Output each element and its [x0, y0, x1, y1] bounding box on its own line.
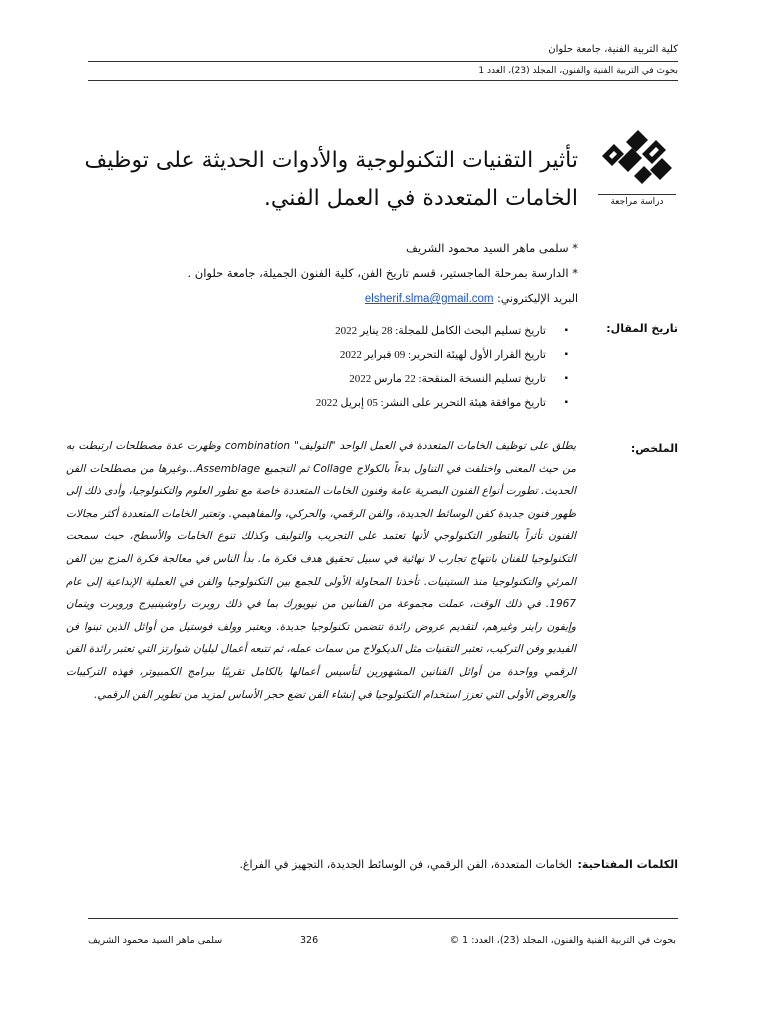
abstract-text: يطلق على توظيف الخامات المتعددة في العمل الواحد "التوليف" combination وظهرت عدة مصطلحات ارتبطت به من حيث المعنى واختلفت في التناول بدءاً بالكولاج Collage ثم التجميع Assemblage...وغيرها من مصطلحات الفن الحديث. تطورت أنواع الفنون البصرية عامة وفنون الخامات المتعددة خاصة مع تطور العلوم والتكنولوجيا، وأدى ذلك إلى ظهور فنون جديدة كفن الوسائط الجديدة، والفن الرقمي، والحركي، والمفاهيمي. وتعتبر الخامات المتعددة أكثر مجالات الفنون تأثراً بالتطور التكنولوجي لأنها تعتمد على التجريب والتوليف وكذلك تنوع الخامات والأسطح، حيث سمحت التكنولوجيا للفنان بانتهاج تجارب لا نهائية في سبيل تحقيق هدف فكرة ما. بدأ الناس في معالجة فكرة المزج بين الفن المرئي والتكنولوجيا منذ الستينيات. تأخذنا المحاولة الأولى للجمع بين التكنولوجيا والفن في العملية الإبداعية إلى عام 1967. في ذلك الوقت، عملت مجموعة من الفنانين من نيويورك بما في ذلك روبرت راوشينبيرج وروبرت ويتمان وإيفون راينر وغيرهم، لتقديم عروض رائدة تتضمن تكنولوجيا جديدة. ويعتبر وولف فوستيل من أوائل الذين تبنوا فن الفيديو وفن التركيب، تعتبر التقنيات مثل الديكولاج من سمات عمله، ثم تتبعه أعمال ليليان شوارتز التي تعتبر رائدة الفن الرقمي وواحدة من أوائل الفنانين المشهورين لتأسيس أعمالها بالكامل تقريبًا ببرامج الكمبيوتر، فهذه التركيبات والعروض الأولى التي تعزز استخدام التكنولوجيا في إنشاء الفن تضع حجر الأساس لمزيد من تطوير الفن الرقمي.	[66, 440, 576, 701]
header-institution: كلية التربية الفنية، جامعة حلوان	[548, 44, 678, 55]
badge-caption: دراسة مراجعة	[598, 194, 676, 207]
dates-list	[188, 319, 568, 415]
author-affiliation: * الدارسة بمرحلة الماجستير، قسم تاريخ الفن، كلية الفنون الجميلة، جامعة حلوان .	[187, 266, 578, 280]
footer-author: سلمى ماهر السيد محمود الشريف	[88, 935, 223, 946]
date-item: ▪ تاريخ تسليم البحث الكامل للمجلة: 28 يناير 2022	[188, 319, 568, 343]
date-item: ▪ تاريخ القرار الأول لهيئة التحرير: 09 فبراير 2022	[188, 343, 568, 367]
header-divider	[88, 61, 678, 62]
dates-label: تاريخ المقال:	[606, 322, 678, 335]
email-label: البريد الإليكتروني:	[497, 292, 578, 305]
footer-divider	[88, 918, 678, 919]
header-divider-2	[88, 80, 678, 81]
author-email-row	[98, 286, 578, 312]
date-item: ▪ تاريخ موافقة هيئة التحرير على النشر: 05 إبريل 2022	[188, 391, 568, 415]
date-item: ▪ تاريخ تسليم النسخة المنقحة: 22 مارس 2022	[188, 367, 568, 391]
page-number: 326	[300, 935, 319, 946]
author-block	[98, 236, 578, 312]
keywords-label: الكلمات المفتاحية:	[577, 858, 678, 871]
header-journal: بحوث في التربية الفنية والفنون، المجلد (23)، العدد 1	[478, 66, 678, 76]
paper-title: تأثير التقنيات التكنولوجية والأدوات الحديثة على توظيف الخامات المتعددة في العمل الفني.	[84, 148, 578, 211]
journal-logo-icon	[596, 128, 678, 186]
footer-journal: بحوث في التربية الفنية والفنون، المجلد (23)، العدد: 1 ©	[449, 935, 676, 946]
author-name: * سلمى ماهر السيد محمود الشريف	[406, 241, 578, 255]
abstract-label: الملخص:	[630, 442, 678, 455]
email-link[interactable]: elsherif.slma@gmail.com	[364, 293, 494, 305]
keywords-text: الخامات المتعددة، الفن الرقمي، فن الوسائط الجديدة، التجهيز في الفراغ.	[239, 858, 572, 871]
